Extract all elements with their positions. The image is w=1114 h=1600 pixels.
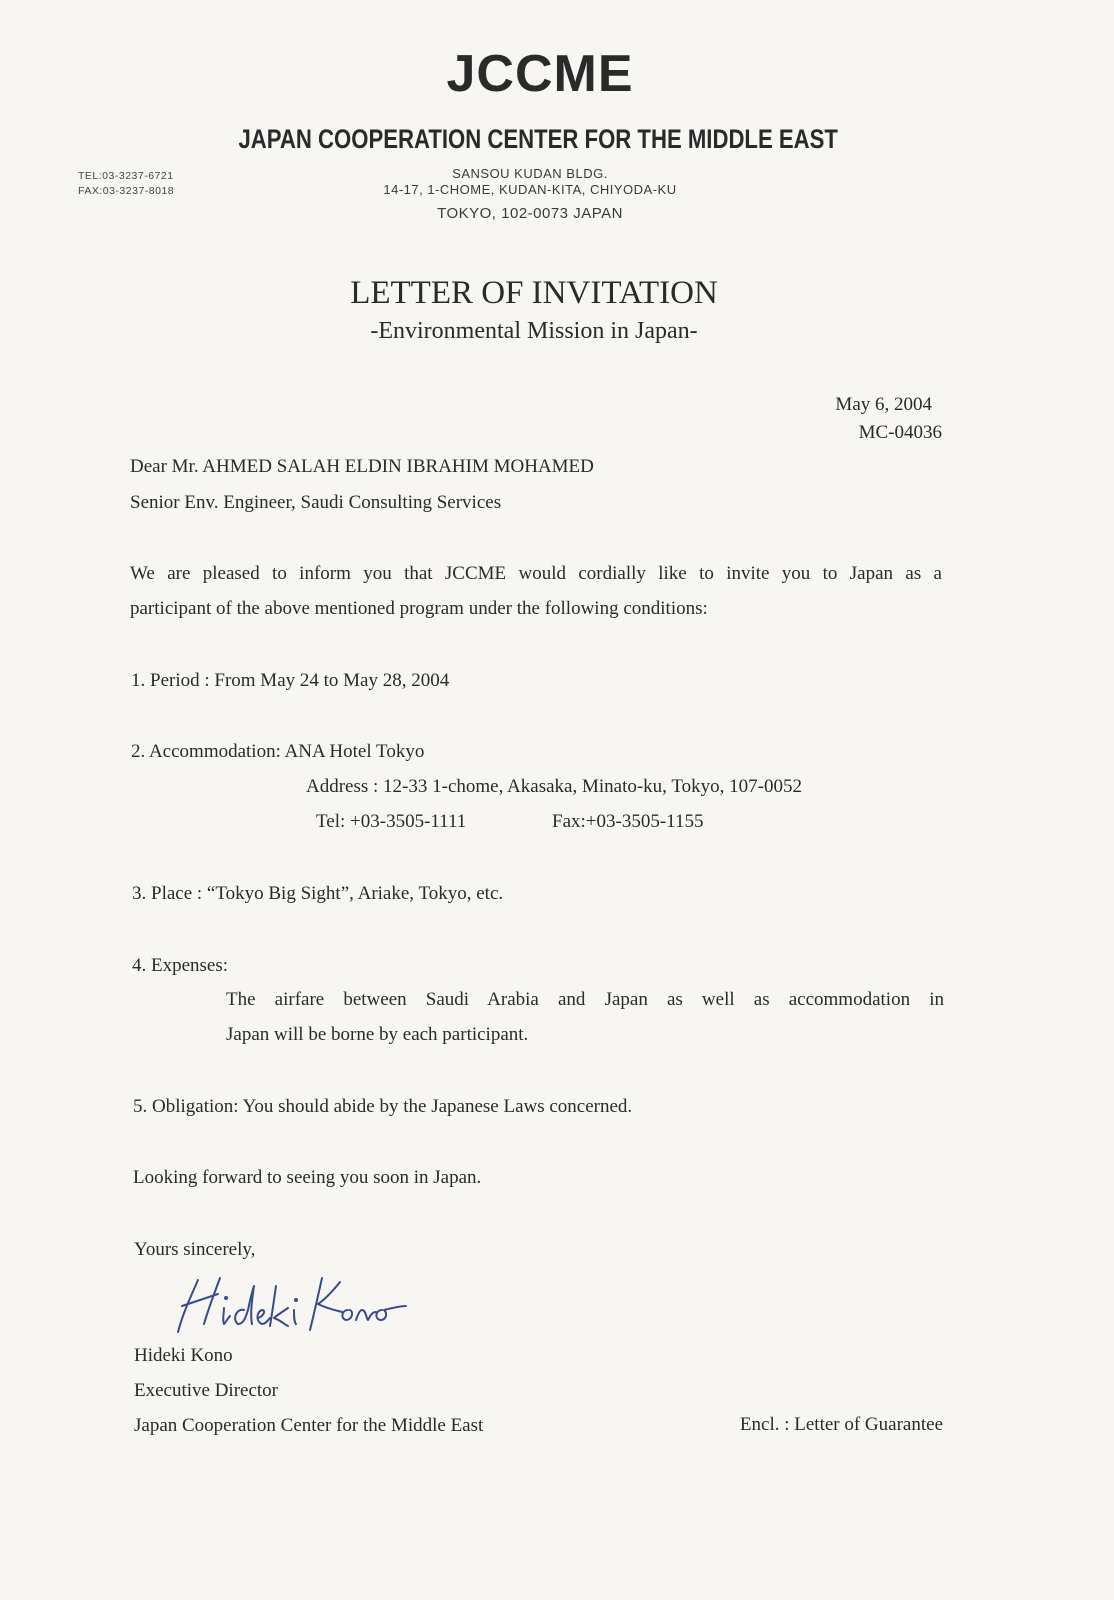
intro-line-2: participant of the above mentioned program under the following conditions: (130, 598, 708, 619)
address-line-3: TOKYO, 102-0073 JAPAN (437, 205, 623, 222)
condition-place: 3. Place : “Tokyo Big Sight”, Ariake, Tokyo, etc. (132, 883, 504, 904)
letter-subtitle: -Environmental Mission in Japan- (370, 318, 698, 344)
letter-title: LETTER OF INVITATION (350, 275, 718, 311)
condition-expenses-label: 4. Expenses: (132, 955, 229, 976)
condition-obligation: 5. Obligation: You should abide by the Japanese Laws concerned. (133, 1096, 633, 1117)
signer-organization: Japan Cooperation Center for the Middle East (134, 1415, 484, 1436)
handwritten-signature (172, 1270, 422, 1340)
salutation: Dear Mr. AHMED SALAH ELDIN IBRAHIM MOHAMED (130, 456, 594, 477)
letterhead-tel: TEL:03-3237-6721 (78, 170, 174, 182)
letterhead-fax: FAX:03-3237-8018 (78, 185, 175, 197)
hotel-tel: Tel: +03-3505-1111 (316, 811, 467, 832)
signer-title: Executive Director (134, 1380, 279, 1401)
hotel-address: Address : 12-33 1-chome, Akasaka, Minato-ku, Tokyo, 107-0052 (306, 776, 802, 797)
expenses-line-2: Japan will be borne by each participant. (226, 1024, 529, 1045)
recipient-position: Senior Env. Engineer, Saudi Consulting Services (130, 492, 502, 513)
expenses-line-1: The airfare between Saudi Arabia and Japan as well as accommodation in (226, 989, 944, 1010)
address-line-2: 14-17, 1-CHOME, KUDAN-KITA, CHIYODA-KU (383, 182, 677, 197)
signer-name: Hideki Kono (134, 1345, 233, 1366)
organization-name: JAPAN COOPERATION CENTER FOR THE MIDDLE EAST (238, 124, 838, 154)
closing-sentence: Looking forward to seeing you soon in Japan. (133, 1167, 482, 1188)
jccme-logo: JCCME (446, 45, 634, 103)
condition-accommodation: 2. Accommodation: ANA Hotel Tokyo (131, 741, 425, 762)
valediction: Yours sincerely, (134, 1239, 256, 1260)
hotel-fax: Fax:+03-3505-1155 (552, 811, 704, 832)
letter-date: May 6, 2004 (835, 394, 932, 415)
address-line-1: SANSOU KUDAN BLDG. (452, 166, 608, 181)
enclosure-note: Encl. : Letter of Guarantee (739, 1414, 943, 1435)
condition-period: 1. Period : From May 24 to May 28, 2004 (131, 670, 450, 691)
reference-number: MC-04036 (858, 422, 942, 443)
intro-line-1: We are pleased to inform you that JCCME would cordially like to invite you to Japan as a (130, 563, 942, 584)
